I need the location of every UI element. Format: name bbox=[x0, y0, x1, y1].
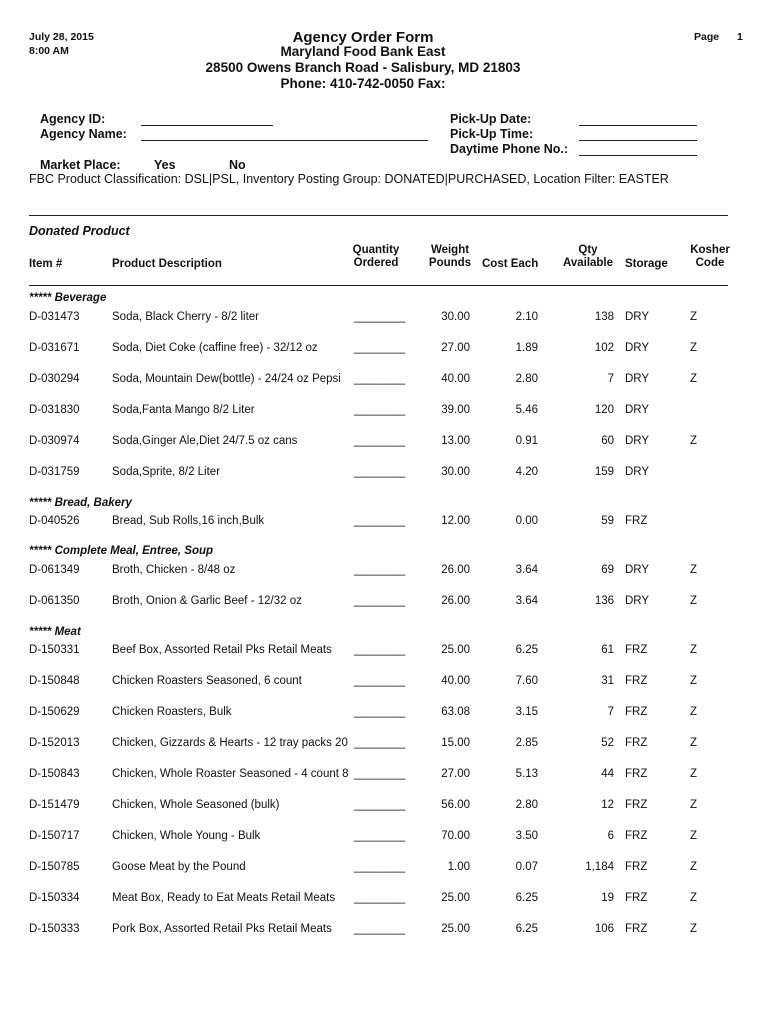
item-number: D-031473 bbox=[29, 311, 80, 323]
kosher-code: Z bbox=[690, 737, 698, 749]
weight-pounds: 70.00 bbox=[441, 830, 470, 842]
quantity-ordered-field[interactable]: ________ bbox=[354, 564, 406, 576]
qty-available: 159 bbox=[594, 466, 614, 478]
product-description: Soda,Ginger Ale,Diet 24/7.5 oz cans bbox=[112, 435, 298, 447]
print-date: July 28, 2015 bbox=[29, 31, 94, 43]
kosher-code: Z bbox=[690, 342, 698, 354]
product-description: Soda, Diet Coke (caffine free) - 32/12 oz bbox=[112, 342, 318, 354]
table-row bbox=[0, 342, 770, 358]
market-place-no[interactable]: No bbox=[229, 158, 246, 172]
print-time: 8:00 AM bbox=[29, 45, 69, 57]
qty-available: 12 bbox=[601, 799, 614, 811]
col-weight-line2: Pounds bbox=[428, 257, 472, 269]
storage-type: FRZ bbox=[625, 861, 648, 873]
category-complete-meal: ***** Complete Meal, Entree, Soup bbox=[29, 545, 214, 557]
quantity-ordered-field[interactable]: ________ bbox=[354, 799, 406, 811]
product-description: Chicken, Whole Roaster Seasoned - 4 count 8 bbox=[112, 768, 349, 780]
storage-type: FRZ bbox=[625, 892, 648, 904]
product-description: Soda,Sprite, 8/2 Liter bbox=[112, 466, 221, 478]
product-description: Soda, Mountain Dew(bottle) - 24/24 oz Pepsi bbox=[112, 373, 341, 385]
classification-note: FBC Product Classification: DSL|PSL, Inventory Posting Group: DONATED|PURCHASED, Location Filter: EASTER bbox=[29, 172, 669, 186]
item-number: D-031671 bbox=[29, 342, 80, 354]
quantity-ordered-field[interactable]: ________ bbox=[354, 737, 406, 749]
storage-type: DRY bbox=[625, 435, 650, 447]
cost-each: 6.25 bbox=[515, 644, 538, 656]
item-number: D-031759 bbox=[29, 466, 80, 478]
cost-each: 7.60 bbox=[515, 675, 538, 687]
category-beverage: ***** Beverage bbox=[29, 292, 107, 304]
organization-name: Maryland Food Bank East bbox=[280, 44, 446, 59]
cost-each: 5.13 bbox=[515, 768, 538, 780]
storage-type: DRY bbox=[625, 564, 650, 576]
item-number: D-061350 bbox=[29, 595, 80, 607]
page-title: Agency Order Form bbox=[292, 29, 434, 46]
col-qty-available bbox=[560, 244, 616, 270]
kosher-code: Z bbox=[690, 595, 698, 607]
kosher-code: Z bbox=[690, 311, 698, 323]
cost-each: 2.80 bbox=[515, 373, 538, 385]
page-label: Page bbox=[694, 31, 720, 43]
storage-type: DRY bbox=[625, 404, 650, 416]
weight-pounds: 30.00 bbox=[441, 466, 470, 478]
storage-type: FRZ bbox=[625, 737, 648, 749]
product-description: Soda,Fanta Mango 8/2 Liter bbox=[112, 404, 255, 416]
quantity-ordered-field[interactable]: ________ bbox=[354, 675, 406, 687]
weight-pounds: 27.00 bbox=[441, 342, 470, 354]
quantity-ordered-field[interactable]: ________ bbox=[354, 892, 406, 904]
product-description: Chicken, Whole Seasoned (bulk) bbox=[112, 799, 280, 811]
col-weight-line1: Weight bbox=[430, 244, 470, 256]
kosher-code: Z bbox=[690, 923, 698, 935]
table-row bbox=[0, 706, 770, 722]
product-description: Chicken Roasters Seasoned, 6 count bbox=[112, 675, 302, 687]
storage-type: FRZ bbox=[625, 675, 648, 687]
qty-available: 6 bbox=[607, 830, 614, 842]
storage-type: FRZ bbox=[625, 830, 648, 842]
table-row bbox=[0, 373, 770, 389]
weight-pounds: 25.00 bbox=[441, 644, 470, 656]
cost-each: 0.00 bbox=[515, 515, 538, 527]
weight-pounds: 56.00 bbox=[441, 799, 470, 811]
weight-pounds: 63.08 bbox=[441, 706, 470, 718]
market-place-yes[interactable]: Yes bbox=[154, 158, 176, 172]
kosher-code: Z bbox=[690, 861, 698, 873]
col-kosher-code bbox=[687, 244, 733, 270]
qty-available: 136 bbox=[594, 595, 614, 607]
product-description: Broth, Onion & Garlic Beef - 12/32 oz bbox=[112, 595, 302, 607]
quantity-ordered-field[interactable]: ________ bbox=[354, 342, 406, 354]
cost-each: 0.91 bbox=[515, 435, 538, 447]
table-row bbox=[0, 311, 770, 327]
storage-type: FRZ bbox=[625, 706, 648, 718]
weight-pounds: 26.00 bbox=[441, 595, 470, 607]
weight-pounds: 39.00 bbox=[441, 404, 470, 416]
kosher-code: Z bbox=[690, 644, 698, 656]
table-row bbox=[0, 861, 770, 877]
cost-each: 1.89 bbox=[515, 342, 538, 354]
pickup-time-field[interactable] bbox=[579, 140, 697, 141]
section-title: Donated Product bbox=[29, 224, 130, 238]
qty-available: 59 bbox=[601, 515, 614, 527]
item-number: D-151479 bbox=[29, 799, 80, 811]
daytime-phone-field[interactable] bbox=[579, 155, 697, 156]
qty-available: 52 bbox=[601, 737, 614, 749]
product-description: Broth, Chicken - 8/48 oz bbox=[112, 564, 236, 576]
qty-available: 102 bbox=[594, 342, 614, 354]
kosher-code: Z bbox=[690, 768, 698, 780]
weight-pounds: 40.00 bbox=[441, 675, 470, 687]
col-storage: Storage bbox=[625, 258, 668, 270]
quantity-ordered-field[interactable]: ________ bbox=[354, 466, 406, 478]
divider bbox=[29, 215, 728, 216]
product-description: Chicken, Whole Young - Bulk bbox=[112, 830, 261, 842]
item-number: D-152013 bbox=[29, 737, 80, 749]
table-row bbox=[0, 675, 770, 691]
qty-available: 44 bbox=[601, 768, 614, 780]
product-description: Chicken, Gizzards & Hearts - 12 tray packs 20 bbox=[112, 737, 348, 749]
table-row bbox=[0, 435, 770, 451]
cost-each: 3.15 bbox=[515, 706, 538, 718]
cost-each: 4.20 bbox=[515, 466, 538, 478]
quantity-ordered-field[interactable]: ________ bbox=[354, 404, 406, 416]
table-row bbox=[0, 595, 770, 611]
storage-type: DRY bbox=[625, 342, 650, 354]
kosher-code: Z bbox=[690, 830, 698, 842]
table-row bbox=[0, 564, 770, 580]
cost-each: 0.07 bbox=[515, 861, 538, 873]
col-item: Item # bbox=[29, 258, 63, 270]
kosher-code: Z bbox=[690, 564, 698, 576]
product-description: Goose Meat by the Pound bbox=[112, 861, 246, 873]
qty-available: 120 bbox=[594, 404, 614, 416]
quantity-ordered-field[interactable]: ________ bbox=[354, 706, 406, 718]
storage-type: DRY bbox=[625, 466, 650, 478]
category-bread-bakery: ***** Bread, Bakery bbox=[29, 497, 132, 509]
table-row bbox=[0, 923, 770, 939]
item-number: D-030974 bbox=[29, 435, 80, 447]
qty-available: 31 bbox=[601, 675, 614, 687]
storage-type: DRY bbox=[625, 595, 650, 607]
item-number: D-031830 bbox=[29, 404, 80, 416]
qty-available: 7 bbox=[607, 373, 614, 385]
item-number: D-150843 bbox=[29, 768, 80, 780]
cost-each: 6.25 bbox=[515, 923, 538, 935]
kosher-code: Z bbox=[690, 799, 698, 811]
item-number: D-150785 bbox=[29, 861, 80, 873]
weight-pounds: 13.00 bbox=[441, 435, 470, 447]
cost-each: 5.46 bbox=[515, 404, 538, 416]
item-number: D-150333 bbox=[29, 923, 80, 935]
weight-pounds: 12.00 bbox=[441, 515, 470, 527]
quantity-ordered-field[interactable]: ________ bbox=[354, 644, 406, 656]
storage-type: FRZ bbox=[625, 799, 648, 811]
col-qty-line1: Qty bbox=[578, 244, 598, 256]
col-qty-line2: Available bbox=[562, 257, 614, 269]
col-kosher-line2: Code bbox=[695, 257, 725, 269]
storage-type: FRZ bbox=[625, 923, 648, 935]
weight-pounds: 40.00 bbox=[441, 373, 470, 385]
table-row bbox=[0, 515, 770, 531]
table-row bbox=[0, 737, 770, 753]
daytime-phone-label: Daytime Phone No.: bbox=[450, 142, 569, 156]
table-row bbox=[0, 799, 770, 815]
weight-pounds: 26.00 bbox=[441, 564, 470, 576]
agency-id-label: Agency ID: bbox=[40, 112, 106, 126]
cost-each: 6.25 bbox=[515, 892, 538, 904]
quantity-ordered-field[interactable]: ________ bbox=[354, 595, 406, 607]
market-place-label: Market Place: bbox=[40, 158, 121, 172]
agency-name-field[interactable] bbox=[141, 140, 428, 141]
item-number: D-150331 bbox=[29, 644, 80, 656]
qty-available: 69 bbox=[601, 564, 614, 576]
cost-each: 2.80 bbox=[515, 799, 538, 811]
table-row bbox=[0, 830, 770, 846]
storage-type: FRZ bbox=[625, 515, 648, 527]
product-description: Meat Box, Ready to Eat Meats Retail Meats bbox=[112, 892, 336, 904]
weight-pounds: 15.00 bbox=[441, 737, 470, 749]
cost-each: 2.10 bbox=[515, 311, 538, 323]
pickup-date-field[interactable] bbox=[579, 125, 697, 126]
item-number: D-150848 bbox=[29, 675, 80, 687]
col-kosher-line1: Kosher bbox=[690, 244, 730, 256]
product-description: Bread, Sub Rolls,16 inch,Bulk bbox=[112, 515, 265, 527]
col-weight-pounds bbox=[420, 244, 480, 270]
storage-type: DRY bbox=[625, 373, 650, 385]
kosher-code: Z bbox=[690, 892, 698, 904]
weight-pounds: 25.00 bbox=[441, 892, 470, 904]
header-divider bbox=[29, 285, 728, 286]
weight-pounds: 1.00 bbox=[447, 861, 470, 873]
col-quantity-line2: Ordered bbox=[353, 257, 399, 269]
qty-available: 1,184 bbox=[585, 861, 614, 873]
quantity-ordered-field[interactable]: ________ bbox=[354, 311, 406, 323]
weight-pounds: 27.00 bbox=[441, 768, 470, 780]
kosher-code: Z bbox=[690, 373, 698, 385]
product-description: Soda, Black Cherry - 8/2 liter bbox=[112, 311, 260, 323]
col-description: Product Description bbox=[112, 258, 222, 270]
qty-available: 60 bbox=[601, 435, 614, 447]
product-description: Chicken Roasters, Bulk bbox=[112, 706, 232, 718]
qty-available: 106 bbox=[594, 923, 614, 935]
quantity-ordered-field[interactable]: ________ bbox=[354, 373, 406, 385]
item-number: D-040526 bbox=[29, 515, 80, 527]
weight-pounds: 30.00 bbox=[441, 311, 470, 323]
kosher-code: Z bbox=[690, 435, 698, 447]
quantity-ordered-field[interactable]: ________ bbox=[354, 768, 406, 780]
organization-phone: Phone: 410-742-0050 Fax: bbox=[280, 76, 446, 91]
kosher-code: Z bbox=[690, 706, 698, 718]
cost-each: 3.64 bbox=[515, 564, 538, 576]
agency-id-field[interactable] bbox=[141, 125, 273, 126]
kosher-code: Z bbox=[690, 675, 698, 687]
quantity-ordered-field[interactable]: ________ bbox=[354, 435, 406, 447]
storage-type: DRY bbox=[625, 311, 650, 323]
qty-available: 7 bbox=[607, 706, 614, 718]
quantity-ordered-field[interactable]: ________ bbox=[354, 861, 406, 873]
col-quantity-ordered bbox=[346, 244, 406, 270]
item-number: D-150717 bbox=[29, 830, 80, 842]
cost-each: 3.50 bbox=[515, 830, 538, 842]
weight-pounds: 25.00 bbox=[441, 923, 470, 935]
pickup-date-label: Pick-Up Date: bbox=[450, 112, 532, 126]
organization-address: 28500 Owens Branch Road - Salisbury, MD 21803 bbox=[205, 60, 521, 75]
table-row bbox=[0, 404, 770, 420]
cost-each: 3.64 bbox=[515, 595, 538, 607]
qty-available: 61 bbox=[601, 644, 614, 656]
item-number: D-150334 bbox=[29, 892, 80, 904]
qty-available: 138 bbox=[594, 311, 614, 323]
storage-type: FRZ bbox=[625, 644, 648, 656]
table-row bbox=[0, 466, 770, 482]
quantity-ordered-field[interactable]: ________ bbox=[354, 830, 406, 842]
table-row bbox=[0, 892, 770, 908]
item-number: D-061349 bbox=[29, 564, 80, 576]
product-description: Beef Box, Assorted Retail Pks Retail Meats bbox=[112, 644, 332, 656]
category-meat: ***** Meat bbox=[29, 626, 81, 638]
col-quantity-line1: Quantity bbox=[352, 244, 400, 256]
cost-each: 2.85 bbox=[515, 737, 538, 749]
product-description: Pork Box, Assorted Retail Pks Retail Meats bbox=[112, 923, 332, 935]
agency-name-label: Agency Name: bbox=[40, 127, 127, 141]
table-row bbox=[0, 644, 770, 660]
col-cost-each: Cost Each bbox=[482, 258, 539, 270]
qty-available: 19 bbox=[601, 892, 614, 904]
page-number: 1 bbox=[737, 31, 743, 43]
quantity-ordered-field[interactable]: ________ bbox=[354, 923, 406, 935]
table-row bbox=[0, 768, 770, 784]
storage-type: FRZ bbox=[625, 768, 648, 780]
item-number: D-030294 bbox=[29, 373, 80, 385]
item-number: D-150629 bbox=[29, 706, 80, 718]
quantity-ordered-field[interactable]: ________ bbox=[354, 515, 406, 527]
pickup-time-label: Pick-Up Time: bbox=[450, 127, 534, 141]
